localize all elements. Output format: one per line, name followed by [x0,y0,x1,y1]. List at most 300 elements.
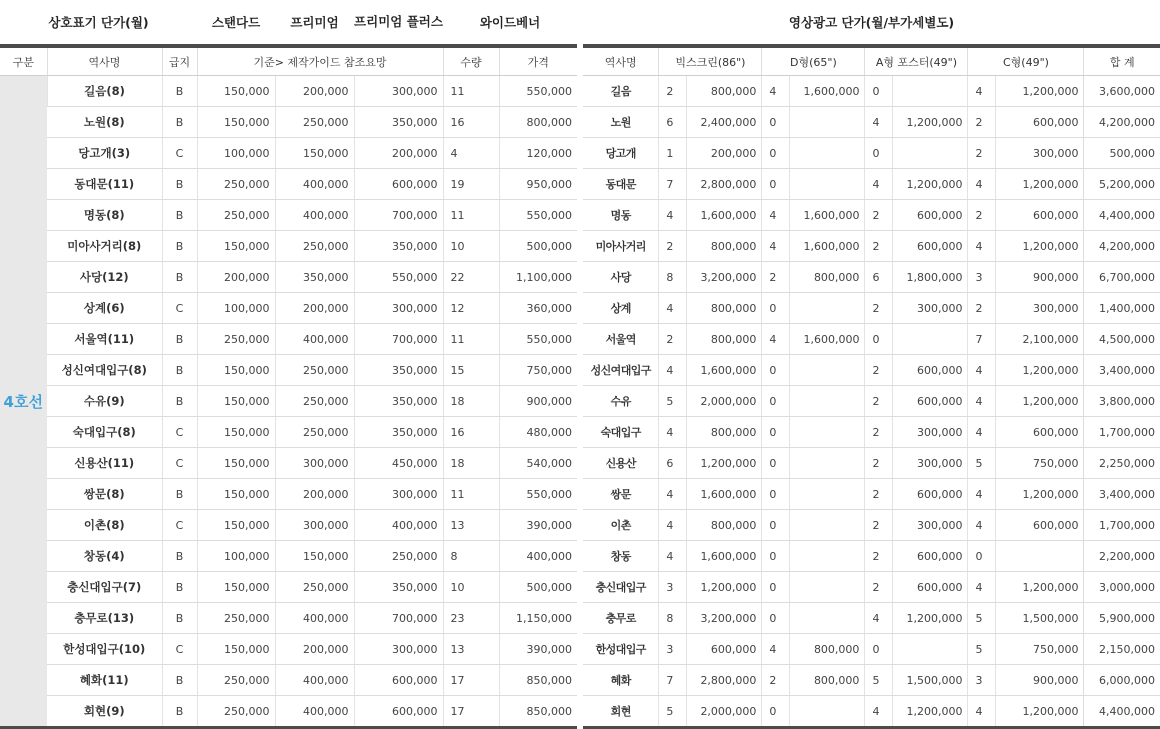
premium-plus-header: 프리미엄 플러스 [354,0,443,46]
wide-banner-price: 550,000 [499,479,577,510]
a-type-qty: 0 [865,76,892,107]
table-row [0,510,577,541]
a-type-price: 1,200,000 [892,696,968,728]
col-grade: 급지 [162,46,197,76]
grade: B [162,200,197,231]
wide-banner-price: 500,000 [499,572,577,603]
premium-price: 200,000 [275,293,354,324]
big-screen-price: 2,400,000 [686,107,762,138]
standard-price: 250,000 [197,696,275,728]
a-type-price: 600,000 [892,200,968,231]
station-name: 성신여대입구 [583,355,659,386]
c-type-qty: 4 [968,231,995,262]
standard-price: 150,000 [197,417,275,448]
a-type-price [892,324,968,355]
d-type-price: 1,600,000 [789,200,865,231]
grade: C [162,138,197,169]
a-type-qty: 2 [865,386,892,417]
c-type-qty: 2 [968,200,995,231]
table-row [0,696,577,728]
premium-header: 프리미엄 [275,0,354,46]
premium-price: 400,000 [275,169,354,200]
grade: C [162,417,197,448]
standard-price: 100,000 [197,138,275,169]
c-type-price: 1,200,000 [995,231,1084,262]
c-type-price: 600,000 [995,510,1084,541]
a-type-qty: 0 [865,138,892,169]
big-screen-qty: 8 [659,262,686,293]
standard-price: 150,000 [197,479,275,510]
c-type-qty: 2 [968,107,995,138]
table-row [583,479,1160,510]
a-type-price: 600,000 [892,355,968,386]
premium-plus-price: 300,000 [354,293,443,324]
c-type-price: 300,000 [995,138,1084,169]
table-row [0,324,577,355]
c-type-price: 1,200,000 [995,386,1084,417]
quantity: 4 [443,138,499,169]
wide-banner-price: 900,000 [499,386,577,417]
grade: B [162,107,197,138]
quantity: 18 [443,448,499,479]
total-price: 3,400,000 [1084,355,1160,386]
a-type-qty: 4 [865,603,892,634]
grade: B [162,541,197,572]
station-name: 상계 [583,293,659,324]
big-screen-qty: 5 [659,386,686,417]
col-basis-note: 기준> 제작가이드 참조요망 [197,46,443,76]
a-type-price: 600,000 [892,572,968,603]
station-name: 한성대입구(10) [47,634,162,665]
table-row [0,76,577,107]
station-name: 길음(8) [47,76,162,107]
big-screen-price: 1,600,000 [686,541,762,572]
premium-price: 400,000 [275,324,354,355]
a-type-qty: 6 [865,262,892,293]
d-type-price [789,572,865,603]
col-station: 역사명 [47,46,162,76]
station-name: 이촌 [583,510,659,541]
c-type-qty: 4 [968,169,995,200]
grade: B [162,262,197,293]
big-screen-price: 800,000 [686,76,762,107]
premium-plus-price: 300,000 [354,479,443,510]
a-type-qty: 2 [865,417,892,448]
table-row [583,603,1160,634]
station-name: 동대문(11) [47,169,162,200]
quantity: 13 [443,510,499,541]
signage-header-top [0,0,577,46]
table-row [583,696,1160,728]
quantity: 17 [443,665,499,696]
premium-plus-price: 350,000 [354,355,443,386]
a-type-price [892,138,968,169]
wide-banner-price: 950,000 [499,169,577,200]
table-row [583,231,1160,262]
d-type-price [789,107,865,138]
a-type-price: 300,000 [892,417,968,448]
grade: B [162,169,197,200]
a-type-price: 1,200,000 [892,603,968,634]
a-type-qty: 2 [865,479,892,510]
a-type-qty: 4 [865,169,892,200]
total-price: 4,200,000 [1084,107,1160,138]
wide-banner-header: 와이드베너 [443,0,577,46]
c-type-price: 2,100,000 [995,324,1084,355]
premium-plus-price: 600,000 [354,665,443,696]
quantity: 10 [443,572,499,603]
c-type-price: 600,000 [995,200,1084,231]
d-type-price: 1,600,000 [789,231,865,262]
big-screen-price: 1,600,000 [686,479,762,510]
c-type-qty: 0 [968,541,995,572]
premium-plus-price: 350,000 [354,386,443,417]
c-type-qty: 4 [968,355,995,386]
d-type-price: 800,000 [789,665,865,696]
col-d-type: D형(65") [762,46,865,76]
quantity: 10 [443,231,499,262]
total-price: 3,600,000 [1084,76,1160,107]
standard-header: 스탠다드 [197,0,275,46]
table-row [583,138,1160,169]
d-type-qty: 0 [762,510,789,541]
station-name: 창동 [583,541,659,572]
c-type-price: 300,000 [995,293,1084,324]
table-row [583,665,1160,696]
premium-plus-price: 350,000 [354,107,443,138]
d-type-qty: 0 [762,479,789,510]
station-name: 수유 [583,386,659,417]
table-row [583,200,1160,231]
a-type-price [892,634,968,665]
video-header-sub [583,46,1160,76]
a-type-qty: 2 [865,200,892,231]
a-type-price: 600,000 [892,231,968,262]
table-row [0,231,577,262]
big-screen-price: 800,000 [686,417,762,448]
premium-price: 150,000 [275,541,354,572]
table-row [583,76,1160,107]
grade: C [162,448,197,479]
station-name: 충무로 [583,603,659,634]
table-row [0,355,577,386]
station-name: 사당(12) [47,262,162,293]
big-screen-qty: 4 [659,510,686,541]
a-type-qty: 0 [865,634,892,665]
station-name: 성신여대입구(8) [47,355,162,386]
quantity: 19 [443,169,499,200]
big-screen-price: 800,000 [686,231,762,262]
big-screen-price: 1,600,000 [686,355,762,386]
quantity: 11 [443,200,499,231]
c-type-qty: 7 [968,324,995,355]
big-screen-qty: 3 [659,634,686,665]
table-row [0,138,577,169]
c-type-qty: 4 [968,386,995,417]
table-row [0,448,577,479]
d-type-qty: 0 [762,169,789,200]
d-type-price: 800,000 [789,634,865,665]
quantity: 18 [443,386,499,417]
premium-price: 400,000 [275,696,354,728]
standard-price: 100,000 [197,293,275,324]
col-price: 가격 [499,46,577,76]
station-name: 노원 [583,107,659,138]
a-type-qty: 2 [865,510,892,541]
station-name: 충무로(13) [47,603,162,634]
station-name: 신용산(11) [47,448,162,479]
total-price: 1,700,000 [1084,510,1160,541]
grade: C [162,510,197,541]
a-type-qty: 4 [865,107,892,138]
total-price: 6,000,000 [1084,665,1160,696]
grade: B [162,324,197,355]
d-type-price: 800,000 [789,262,865,293]
table-row [0,479,577,510]
station-name: 상계(6) [47,293,162,324]
d-type-qty: 4 [762,324,789,355]
col-station: 역사명 [583,46,659,76]
d-type-price [789,138,865,169]
d-type-price [789,510,865,541]
grade: B [162,355,197,386]
premium-plus-price: 350,000 [354,231,443,262]
wide-banner-price: 540,000 [499,448,577,479]
premium-plus-price: 700,000 [354,603,443,634]
line-label: 4호선 [0,76,47,728]
station-name: 혜화(11) [47,665,162,696]
table-row [583,386,1160,417]
standard-price: 250,000 [197,665,275,696]
c-type-price: 900,000 [995,262,1084,293]
premium-price: 300,000 [275,510,354,541]
standard-price: 150,000 [197,231,275,262]
c-type-qty: 2 [968,138,995,169]
table-row [583,448,1160,479]
table-row [0,107,577,138]
wide-banner-price: 360,000 [499,293,577,324]
signage-header-sub [0,46,577,76]
premium-price: 250,000 [275,572,354,603]
station-name: 쌍문(8) [47,479,162,510]
d-type-qty: 4 [762,231,789,262]
wide-banner-price: 750,000 [499,355,577,386]
d-type-qty: 0 [762,417,789,448]
d-type-qty: 0 [762,448,789,479]
signage-price-table [0,0,577,729]
a-type-qty: 2 [865,448,892,479]
premium-price: 250,000 [275,386,354,417]
station-name: 창동(4) [47,541,162,572]
c-type-qty: 2 [968,293,995,324]
big-screen-qty: 4 [659,479,686,510]
premium-price: 150,000 [275,138,354,169]
total-price: 2,150,000 [1084,634,1160,665]
station-name: 명동 [583,200,659,231]
premium-price: 250,000 [275,107,354,138]
station-name: 미아사거리 [583,231,659,262]
wide-banner-price: 800,000 [499,107,577,138]
d-type-price [789,603,865,634]
wide-banner-price: 1,100,000 [499,262,577,293]
quantity: 17 [443,696,499,728]
table-row [0,386,577,417]
big-screen-price: 800,000 [686,293,762,324]
quantity: 16 [443,107,499,138]
big-screen-price: 3,200,000 [686,262,762,293]
a-type-price: 300,000 [892,448,968,479]
big-screen-price: 3,200,000 [686,603,762,634]
table-row [583,293,1160,324]
premium-plus-price: 600,000 [354,169,443,200]
col-quantity: 수량 [443,46,499,76]
d-type-qty: 2 [762,665,789,696]
col-total: 합 계 [1084,46,1160,76]
total-price: 5,200,000 [1084,169,1160,200]
c-type-price: 1,200,000 [995,76,1084,107]
wide-banner-price: 1,150,000 [499,603,577,634]
quantity: 8 [443,541,499,572]
table-row [0,572,577,603]
premium-plus-price: 350,000 [354,572,443,603]
premium-price: 200,000 [275,634,354,665]
big-screen-qty: 6 [659,448,686,479]
total-price: 3,000,000 [1084,572,1160,603]
wide-banner-price: 550,000 [499,200,577,231]
video-title: 영상광고 단가(월/부가세별도) [583,0,1160,46]
table-row [0,169,577,200]
station-name: 충신대입구(7) [47,572,162,603]
total-price: 4,200,000 [1084,231,1160,262]
table-row [0,665,577,696]
premium-price: 400,000 [275,665,354,696]
wide-banner-price: 120,000 [499,138,577,169]
station-name: 숙대입구 [583,417,659,448]
premium-price: 350,000 [275,262,354,293]
c-type-price: 1,200,000 [995,479,1084,510]
d-type-qty: 0 [762,386,789,417]
quantity: 11 [443,324,499,355]
d-type-qty: 0 [762,138,789,169]
total-price: 4,500,000 [1084,324,1160,355]
premium-price: 200,000 [275,479,354,510]
big-screen-qty: 7 [659,169,686,200]
big-screen-price: 800,000 [686,324,762,355]
premium-price: 300,000 [275,448,354,479]
table-row [583,541,1160,572]
standard-price: 150,000 [197,448,275,479]
station-name: 명동(8) [47,200,162,231]
quantity: 11 [443,479,499,510]
grade: C [162,293,197,324]
premium-price: 200,000 [275,76,354,107]
c-type-qty: 4 [968,572,995,603]
a-type-qty: 2 [865,231,892,262]
station-name: 노원(8) [47,107,162,138]
d-type-price [789,479,865,510]
a-type-price: 1,200,000 [892,107,968,138]
station-name: 쌍문 [583,479,659,510]
c-type-qty: 4 [968,76,995,107]
premium-plus-price: 450,000 [354,448,443,479]
premium-price: 250,000 [275,231,354,262]
quantity: 11 [443,76,499,107]
grade: B [162,231,197,262]
standard-price: 250,000 [197,200,275,231]
premium-plus-price: 700,000 [354,324,443,355]
big-screen-price: 800,000 [686,510,762,541]
d-type-qty: 0 [762,293,789,324]
total-price: 5,900,000 [1084,603,1160,634]
c-type-price: 600,000 [995,417,1084,448]
big-screen-qty: 2 [659,76,686,107]
standard-price: 150,000 [197,386,275,417]
d-type-qty: 2 [762,262,789,293]
station-name: 수유(9) [47,386,162,417]
total-price: 500,000 [1084,138,1160,169]
d-type-qty: 0 [762,107,789,138]
wide-banner-price: 400,000 [499,541,577,572]
station-name: 회현 [583,696,659,728]
a-type-qty: 5 [865,665,892,696]
wide-banner-price: 480,000 [499,417,577,448]
c-type-price: 1,200,000 [995,696,1084,728]
d-type-qty: 0 [762,541,789,572]
standard-price: 150,000 [197,572,275,603]
d-type-price [789,169,865,200]
quantity: 12 [443,293,499,324]
station-name: 서울역(11) [47,324,162,355]
big-screen-qty: 4 [659,200,686,231]
quantity: 23 [443,603,499,634]
quantity: 16 [443,417,499,448]
a-type-price: 1,200,000 [892,169,968,200]
table-row [583,634,1160,665]
col-a-type-poster: A형 포스터(49") [865,46,968,76]
premium-plus-price: 700,000 [354,200,443,231]
premium-plus-price: 400,000 [354,510,443,541]
d-type-qty: 0 [762,355,789,386]
station-name: 숙대입구(8) [47,417,162,448]
video-header-top [583,0,1160,46]
table-row [0,262,577,293]
c-type-price: 900,000 [995,665,1084,696]
d-type-price [789,355,865,386]
total-price: 2,200,000 [1084,541,1160,572]
a-type-price: 300,000 [892,293,968,324]
d-type-price [789,293,865,324]
c-type-price: 600,000 [995,107,1084,138]
standard-price: 250,000 [197,169,275,200]
premium-plus-price: 600,000 [354,696,443,728]
grade: B [162,603,197,634]
big-screen-price: 1,600,000 [686,200,762,231]
premium-price: 400,000 [275,603,354,634]
d-type-price [789,696,865,728]
premium-plus-price: 550,000 [354,262,443,293]
premium-price: 250,000 [275,417,354,448]
d-type-qty: 4 [762,200,789,231]
standard-price: 250,000 [197,324,275,355]
table-row [0,603,577,634]
station-name: 회현(9) [47,696,162,728]
quantity: 22 [443,262,499,293]
standard-price: 150,000 [197,355,275,386]
d-type-price [789,417,865,448]
d-type-price [789,448,865,479]
big-screen-qty: 3 [659,572,686,603]
big-screen-qty: 2 [659,324,686,355]
